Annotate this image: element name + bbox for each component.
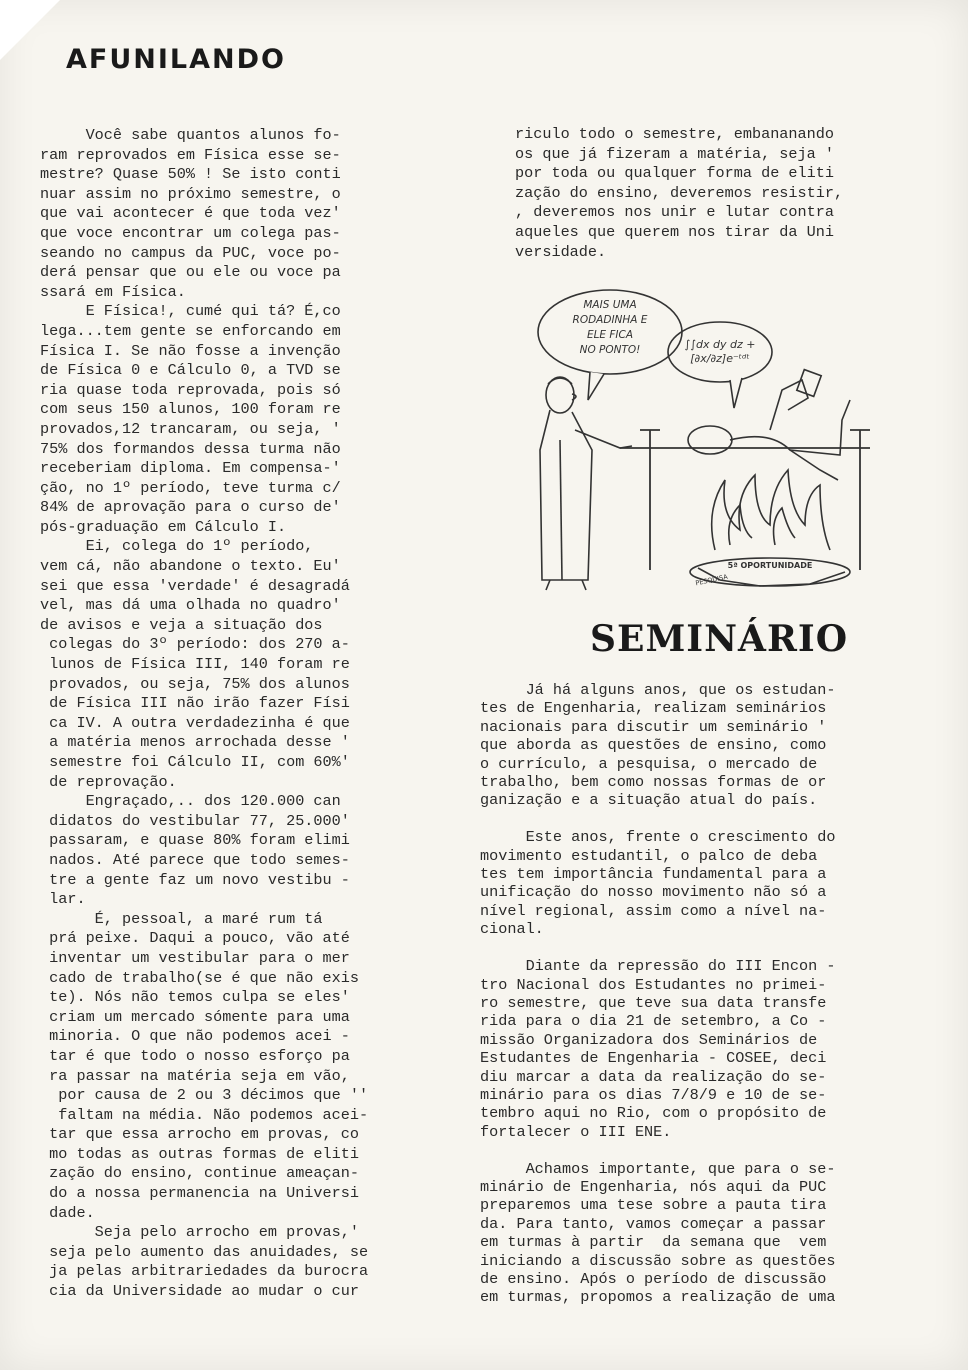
fire	[690, 470, 850, 587]
folded-corner	[0, 0, 60, 60]
text-line: diu marcar a data da realização do se-	[480, 1067, 827, 1086]
text-line: ja pelas arbitrariedades da burocra	[40, 1262, 369, 1281]
text-line: Você sabe quantos alunos fo-	[40, 126, 341, 144]
text-line: E Física!, cumé qui tá? É,co	[40, 302, 341, 321]
speech-line: ∫∫dx dy dz +	[684, 338, 756, 351]
text-line: colegas do 3º período: dos 270 a-	[40, 635, 350, 654]
text-line: minário de Engenharia, nós aqui da PUC	[480, 1177, 827, 1196]
text-line: em turmas, propomos a realização de uma	[480, 1288, 836, 1307]
text-line: que aborda as questões de ensino, como	[480, 736, 827, 755]
text-line: semestre foi Cálculo II, com 60%'	[40, 753, 350, 771]
text-line: cia da Universidade ao mudar o cur	[40, 1282, 359, 1301]
text-line: por toda ou qualquer forma de eliti	[515, 164, 834, 183]
text-line: vem cá, não abandone o texto. Eu'	[40, 557, 341, 576]
afunilando-continuation	[515, 125, 935, 262]
text-line: criam um mercado sómente para uma	[40, 1007, 350, 1026]
svg-text:PESQUISA: PESQUISA	[694, 572, 729, 588]
text-line: versidade.	[515, 242, 607, 261]
svg-text:5ª OPORTUNIDADE: 5ª OPORTUNIDADE	[727, 561, 813, 570]
seminario-body	[480, 681, 935, 1307]
text-line	[480, 810, 935, 828]
text-line: tar que essa arrocho em provas, co	[40, 1125, 359, 1144]
text-line: ra passar na matéria seja em vão,	[40, 1066, 350, 1085]
text-line: Já há alguns anos, que os estudan-	[480, 681, 836, 699]
text-line: cional.	[480, 920, 544, 939]
text-line: unificação do nosso movimento não só a	[480, 883, 827, 902]
svg-text:∫∫dx dy dz +[∂x/∂z]e⁻ᵗᵈᵗ	[685, 338, 756, 365]
text-line: Este anos, frente o crescimento do	[480, 828, 836, 847]
roasted-student	[688, 370, 850, 480]
text-line: ria quase toda reprovada, pois só	[40, 380, 341, 399]
text-line: Seja pelo arrocho em provas,'	[40, 1223, 359, 1242]
text-line: ro semestre, que teve sua data transfe	[480, 993, 827, 1012]
text-line: tes de Engenharia, realizam seminários	[480, 699, 827, 718]
text-line: iniciando a discussão sobre as questões	[480, 1251, 836, 1270]
svg-text:MAIS UMARODADINHA EELE FICANO	[573, 299, 648, 356]
text-line: lega...tem gente se enforcando em	[40, 321, 341, 340]
text-line: de avisos e veja a situação dos	[40, 615, 323, 634]
text-line: 84% de aprovação para o curso de'	[40, 498, 341, 517]
text-line: , deveremos nos unir e lutar contra	[515, 203, 834, 222]
text-line: Achamos importante, que para o se-	[480, 1159, 836, 1178]
text-line: ssará em Física.	[40, 282, 186, 301]
text-line: minoria. O que não podemos acei -	[40, 1027, 350, 1046]
text-line: mo todas as outras formas de eliti	[40, 1144, 359, 1163]
text-line: ção, no 1º período, teve turma c/	[40, 478, 341, 497]
speech-line: MAIS UMA	[583, 299, 637, 311]
text-line: nados. Até parece que todo semes-	[40, 850, 350, 869]
text-line: com seus 150 alunos, 100 foram re	[40, 400, 341, 419]
text-line: aqueles que querem nos tirar da Uni	[515, 222, 834, 241]
cartoon-illustration	[520, 280, 920, 610]
text-line: Engraçado,.. dos 120.000 can	[40, 792, 341, 811]
text-line	[480, 939, 935, 957]
text-line: os que já fizeram a matéria, seja '	[515, 144, 834, 163]
text-line: que vai acontecer é que toda vez'	[40, 204, 341, 223]
afunilando-title: AFUNILANDO	[66, 44, 286, 75]
text-line: cado de trabalho(se é que não exis	[40, 968, 359, 987]
text-line: riculo todo o semestre, embananando	[515, 125, 834, 143]
text-line: 75% dos formandos dessa turma não	[40, 439, 341, 458]
text-line: ganização e a situação atual do país.	[480, 791, 818, 810]
text-line: o currículo, a pesquisa, o mercado de	[480, 754, 818, 773]
text-line: do a nossa permanencia na Universi	[40, 1184, 359, 1203]
text-line: de Física 0 e Cálculo 0, a TVD se	[40, 361, 341, 380]
text-line: movimento estudantil, o palco de deba	[480, 846, 818, 865]
text-line: missão Organizadora dos Seminários de	[480, 1030, 818, 1049]
text-line: nacionais para discutir um seminário '	[480, 717, 827, 736]
seminario-title: SEMINÁRIO	[590, 618, 849, 660]
text-line: receberiam diploma. Em compensa-'	[40, 459, 341, 478]
text-line: ca IV. A outra verdadezinha é que	[40, 713, 350, 732]
text-line: sei que essa 'verdade' é desagradá	[40, 576, 350, 595]
cook-figure	[540, 377, 632, 590]
text-line: tes tem importância fundamental para a	[480, 865, 827, 884]
speech-line: ELE FICA	[586, 329, 634, 341]
text-line: de Física III não irão fazer Físi	[40, 694, 350, 713]
text-line: dade.	[40, 1203, 95, 1222]
text-line: Estudantes de Engenharia - COSEE, deci	[480, 1049, 827, 1068]
text-line: zação do ensino, deveremos resistir,	[515, 183, 844, 202]
text-line: É, pessoal, a maré rum tá	[40, 909, 323, 928]
text-line: faltam na média. Não podemos acei-	[40, 1105, 369, 1124]
text-line: rida para o dia 21 de setembro, a Co -	[480, 1012, 827, 1031]
text-line: provados,12 trancaram, ou seja, '	[40, 419, 341, 438]
text-line: pós-graduação em Cálculo I.	[40, 517, 287, 536]
text-line: zação do ensino, continue ameaçan-	[40, 1164, 359, 1183]
text-line: te). Nós não temos culpa se eles'	[40, 988, 350, 1007]
text-line: Física I. Se não fosse a invenção	[40, 341, 341, 360]
text-line: seando no campus da PUC, voce po-	[40, 243, 341, 262]
text-line: vel, mas dá uma olhada no quadro'	[40, 596, 341, 615]
text-line: a matéria menos arrochada desse '	[40, 733, 350, 752]
afunilando-body	[40, 126, 445, 1302]
speech-line: [∂x/∂z]e⁻ᵗᵈᵗ	[690, 352, 750, 365]
speech-bubble-1	[538, 290, 682, 400]
speech-bubble-2	[668, 322, 772, 408]
text-line: Ei, colega do 1º período,	[40, 537, 314, 556]
text-line: tro Nacional dos Estudantes no primei-	[480, 975, 827, 994]
text-line: derá pensar que ou ele ou voce pa	[40, 263, 341, 282]
text-line: fortalecer o III ENE.	[480, 1122, 672, 1141]
text-line: didatos do vestibular 77, 25.000'	[40, 811, 350, 830]
text-line: lunos de Física III, 140 foram re	[40, 655, 350, 674]
text-line: inventar um vestibular para o mer	[40, 948, 350, 967]
text-line	[480, 1141, 935, 1159]
speech-line: NO PONTO!	[579, 344, 641, 356]
text-line: preparemos uma tese sobre a pauta tira	[480, 1196, 827, 1215]
text-line: lar.	[40, 890, 86, 909]
text-line: tre a gente faz um novo vestibu -	[40, 870, 350, 889]
text-line: minário para os dias 7/8/9 e 10 de se-	[480, 1085, 827, 1104]
text-line: seja pelo aumento das anuidades, se	[40, 1242, 369, 1261]
text-line: provados, ou seja, 75% dos alunos	[40, 674, 350, 693]
text-line: que voce encontrar um colega pas-	[40, 223, 341, 242]
text-line: nuar assim no próximo semestre, o	[40, 184, 341, 203]
text-line: de ensino. Após o período de discussão	[480, 1270, 827, 1288]
text-line: ram reprovados em Física esse se-	[40, 145, 341, 164]
text-line: em turmas à partir da semana que vem	[480, 1233, 827, 1252]
text-line: da. Para tanto, vamos começar a passar	[480, 1214, 827, 1233]
text-line: mestre? Quase 50% ! Se isto conti	[40, 165, 341, 184]
text-line: Diante da repressão do III Encon -	[480, 957, 836, 976]
text-line: de reprovação.	[40, 772, 177, 791]
text-line: passaram, e quase 80% foram elimi	[40, 831, 350, 850]
text-line: nível regional, assim como a nível na-	[480, 901, 827, 920]
text-line: tar é que todo o nosso esforço pa	[40, 1046, 350, 1065]
roasting-spit	[620, 430, 870, 570]
speech-line: RODADINHA E	[572, 314, 648, 326]
text-line: tembro aqui no Rio, com o propósito de	[480, 1104, 827, 1123]
text-line: trabalho, bem como nossas formas de or	[480, 773, 827, 792]
text-line: prá peixe. Daqui a pouco, vão até	[40, 929, 350, 948]
text-line: por causa de 2 ou 3 décimos que ''	[40, 1086, 369, 1105]
